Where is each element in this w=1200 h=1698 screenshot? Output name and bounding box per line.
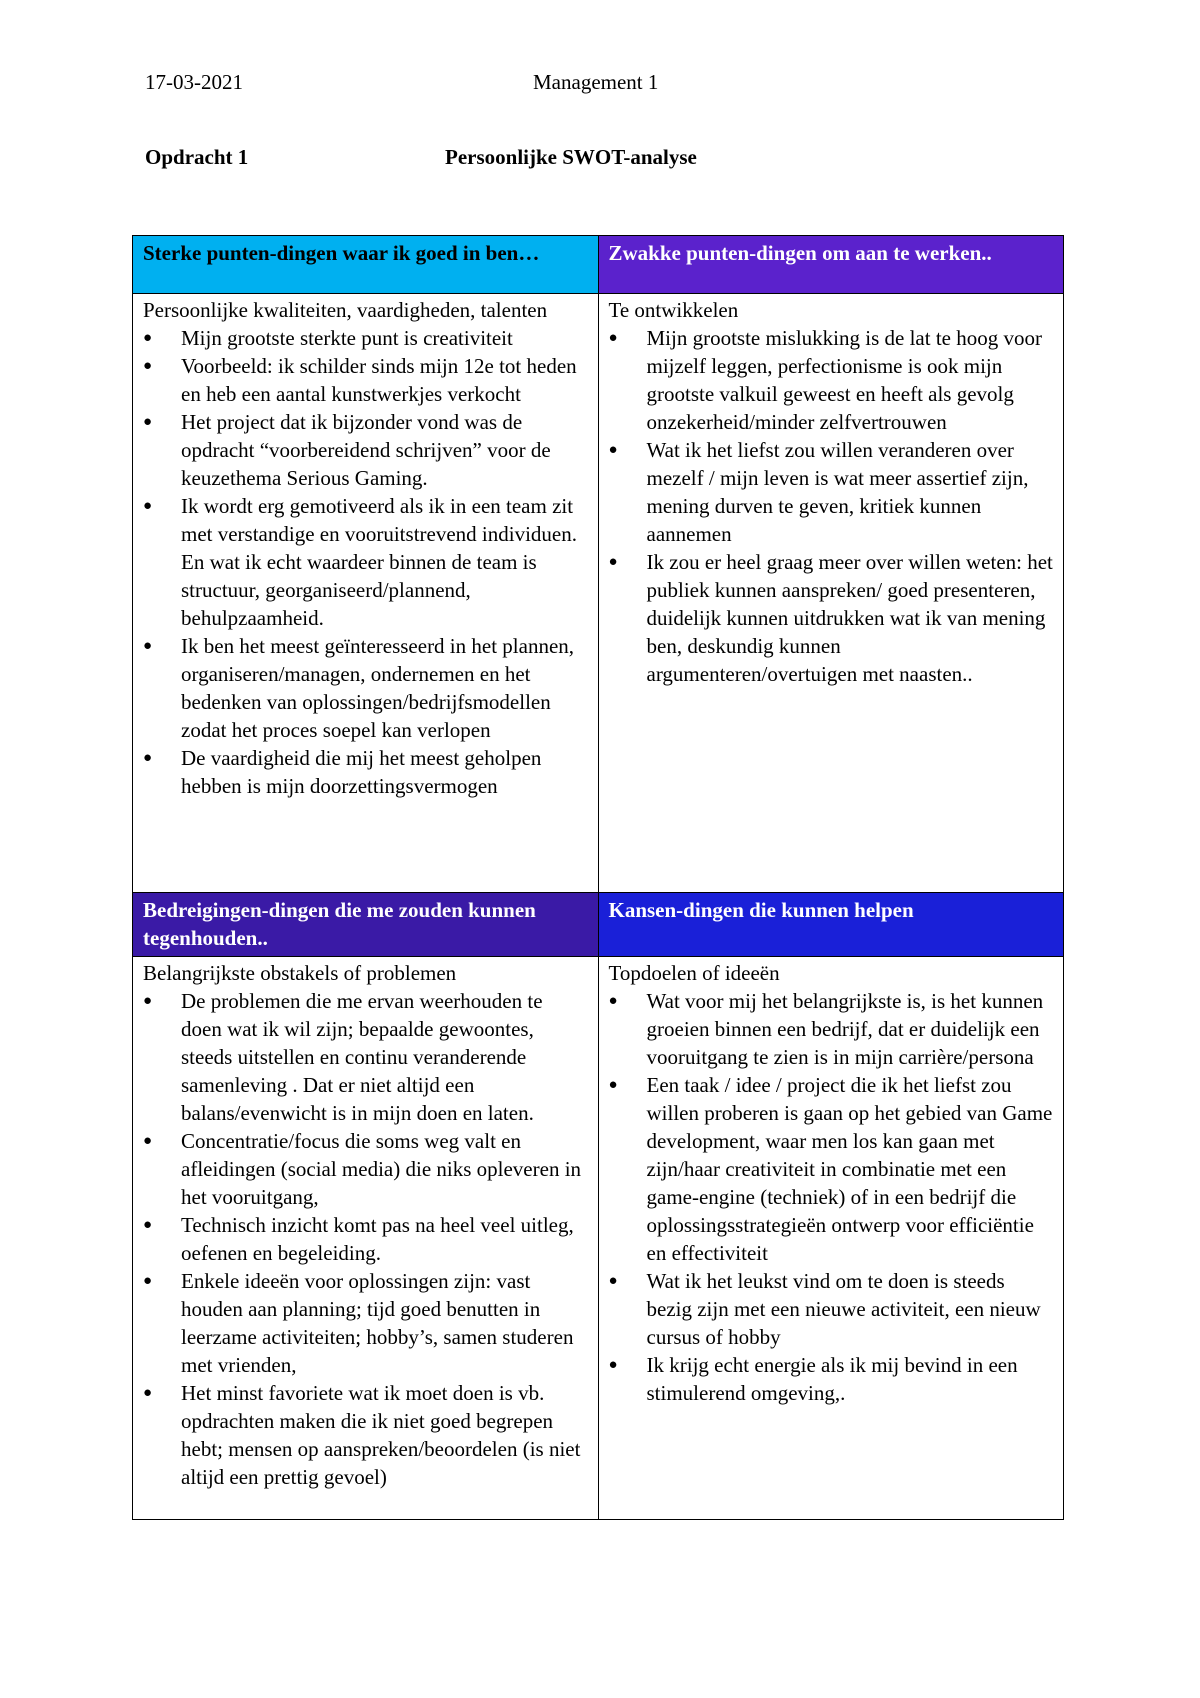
list-item: ● De vaardigheid die mij het meest geholpen hebben is mijn doorzettingsvermogen <box>181 744 588 800</box>
opportunities-cell <box>598 957 1064 1520</box>
strengths-intro: Persoonlijke kwaliteiten, vaardigheden, talenten <box>143 298 548 322</box>
list-item: ● Wat ik het liefst zou willen veranderen over mezelf / mijn leven is wat meer assertief zijn, mening durven te geven, kritiek kunnen aannemen <box>647 436 1054 548</box>
list-item: ● Ik zou er heel graag meer over willen weten: het publiek kunnen aanspreken/ goed presenteren, duidelijk kunnen uitdrukken wat ik van mening ben, deskundig kunnen argumenteren/overtuigen met naasten.. <box>647 548 1054 688</box>
opportunities-list <box>609 987 1054 1407</box>
list-item: ● Voorbeeld: ik schilder sinds mijn 12e tot heden en heb een aantal kunstwerkjes verkocht <box>181 352 588 408</box>
list-item: ● Een taak / idee / project die ik het liefst zou willen proberen is gaan op het gebied van Game development, waar men los kan gaan met zijn/haar creativiteit in combinatie met een game-engine (techniek) of in een bedrijf die oplossingsstrategieën ontwerp voor efficiëntie en effectiviteit <box>647 1071 1054 1267</box>
weaknesses-intro: Te ontwikkelen <box>608 298 739 322</box>
list-item: ● Ik ben het meest geïnteresseerd in het plannen, organiseren/managen, ondernemen en het bedenken van oplossingen/bedrijfsmodellen zodat het proces soepel kan verlopen <box>181 632 588 744</box>
course-name: Management 1 <box>533 70 659 94</box>
threats-intro: Belangrijkste obstakels of problemen <box>143 961 457 985</box>
strengths-list <box>143 324 588 800</box>
threats-heading: Bedreigingen-dingen die me zouden kunnen tegenhouden.. <box>133 893 599 957</box>
threats-list <box>143 987 588 1491</box>
list-item: ● De problemen die me ervan weerhouden te doen wat ik wil zijn; bepaalde gewoontes, steeds uitstellen en continu veranderende samenleving . Dat er niet altijd een balans/evenwicht is in mijn doen en laten. <box>181 987 588 1127</box>
list-item: ● Ik wordt erg gemotiveerd als ik in een team zit met verstandige en vooruitstrevend individuen. En wat ik echt waardeer binnen de team is structuur, georganiseerd/plannend, behulpzaamheid. <box>181 492 588 632</box>
list-item: ● Enkele ideeën voor oplossingen zijn: vast houden aan planning; tijd goed benutten in leerzame activiteiten; hobby’s, samen studeren met vrienden, <box>181 1267 588 1379</box>
document-date: 17-03-2021 <box>145 70 243 94</box>
assignment-number: Opdracht 1 <box>145 145 249 169</box>
list-item: ● Het project dat ik bijzonder vond was de opdracht “voorbereidend schrijven” voor de keuzethema Serious Gaming. <box>181 408 588 492</box>
weaknesses-list <box>609 324 1054 688</box>
threats-cell <box>133 957 599 1520</box>
swot-body-row-2 <box>133 957 1064 1520</box>
list-item: ● Mijn grootste sterkte punt is creativiteit <box>181 324 588 352</box>
strengths-cell <box>133 294 599 893</box>
list-item: ● Het minst favoriete wat ik moet doen is vb. opdrachten maken die ik niet goed begrepen hebt; mensen op aanspreken/beoordelen (is niet altijd een prettig gevoel) <box>181 1379 588 1491</box>
assignment-title: Persoonlijke SWOT-analyse <box>445 145 697 169</box>
page-header <box>145 70 1045 100</box>
swot-header-row-1 <box>133 236 1064 294</box>
opportunities-intro: Topdoelen of ideeën <box>608 961 780 985</box>
list-item: ● Concentratie/focus die soms weg valt en afleidingen (social media) die niks opleveren in het vooruitgang, <box>181 1127 588 1211</box>
list-item: ● Wat ik het leukst vind om te doen is steeds bezig zijn met een nieuwe activiteit, een nieuw cursus of hobby <box>647 1267 1054 1351</box>
opportunities-heading: Kansen-dingen die kunnen helpen <box>598 893 1064 957</box>
swot-table <box>132 235 1064 1520</box>
list-item: ● Wat voor mij het belangrijkste is, is het kunnen groeien binnen een bedrijf, dat er duidelijk een vooruitgang te zien is in mijn carrière/persona <box>647 987 1054 1071</box>
swot-header-row-2 <box>133 893 1064 957</box>
list-item: ● Technisch inzicht komt pas na heel veel uitleg, oefenen en begeleiding. <box>181 1211 588 1267</box>
weaknesses-cell <box>598 294 1064 893</box>
swot-body-row-1 <box>133 294 1064 893</box>
list-item: ● Mijn grootste mislukking is de lat te hoog voor mijzelf leggen, perfectionisme is ook mijn grootste valkuil geweest en heeft als gevolg onzekerheid/minder zelfvertrouwen <box>647 324 1054 436</box>
strengths-heading: Sterke punten-dingen waar ik goed in ben… <box>133 236 599 294</box>
weaknesses-heading: Zwakke punten-dingen om aan te werken.. <box>598 236 1064 294</box>
list-item: ● Ik krijg echt energie als ik mij bevind in een stimulerend omgeving,. <box>647 1351 1054 1407</box>
